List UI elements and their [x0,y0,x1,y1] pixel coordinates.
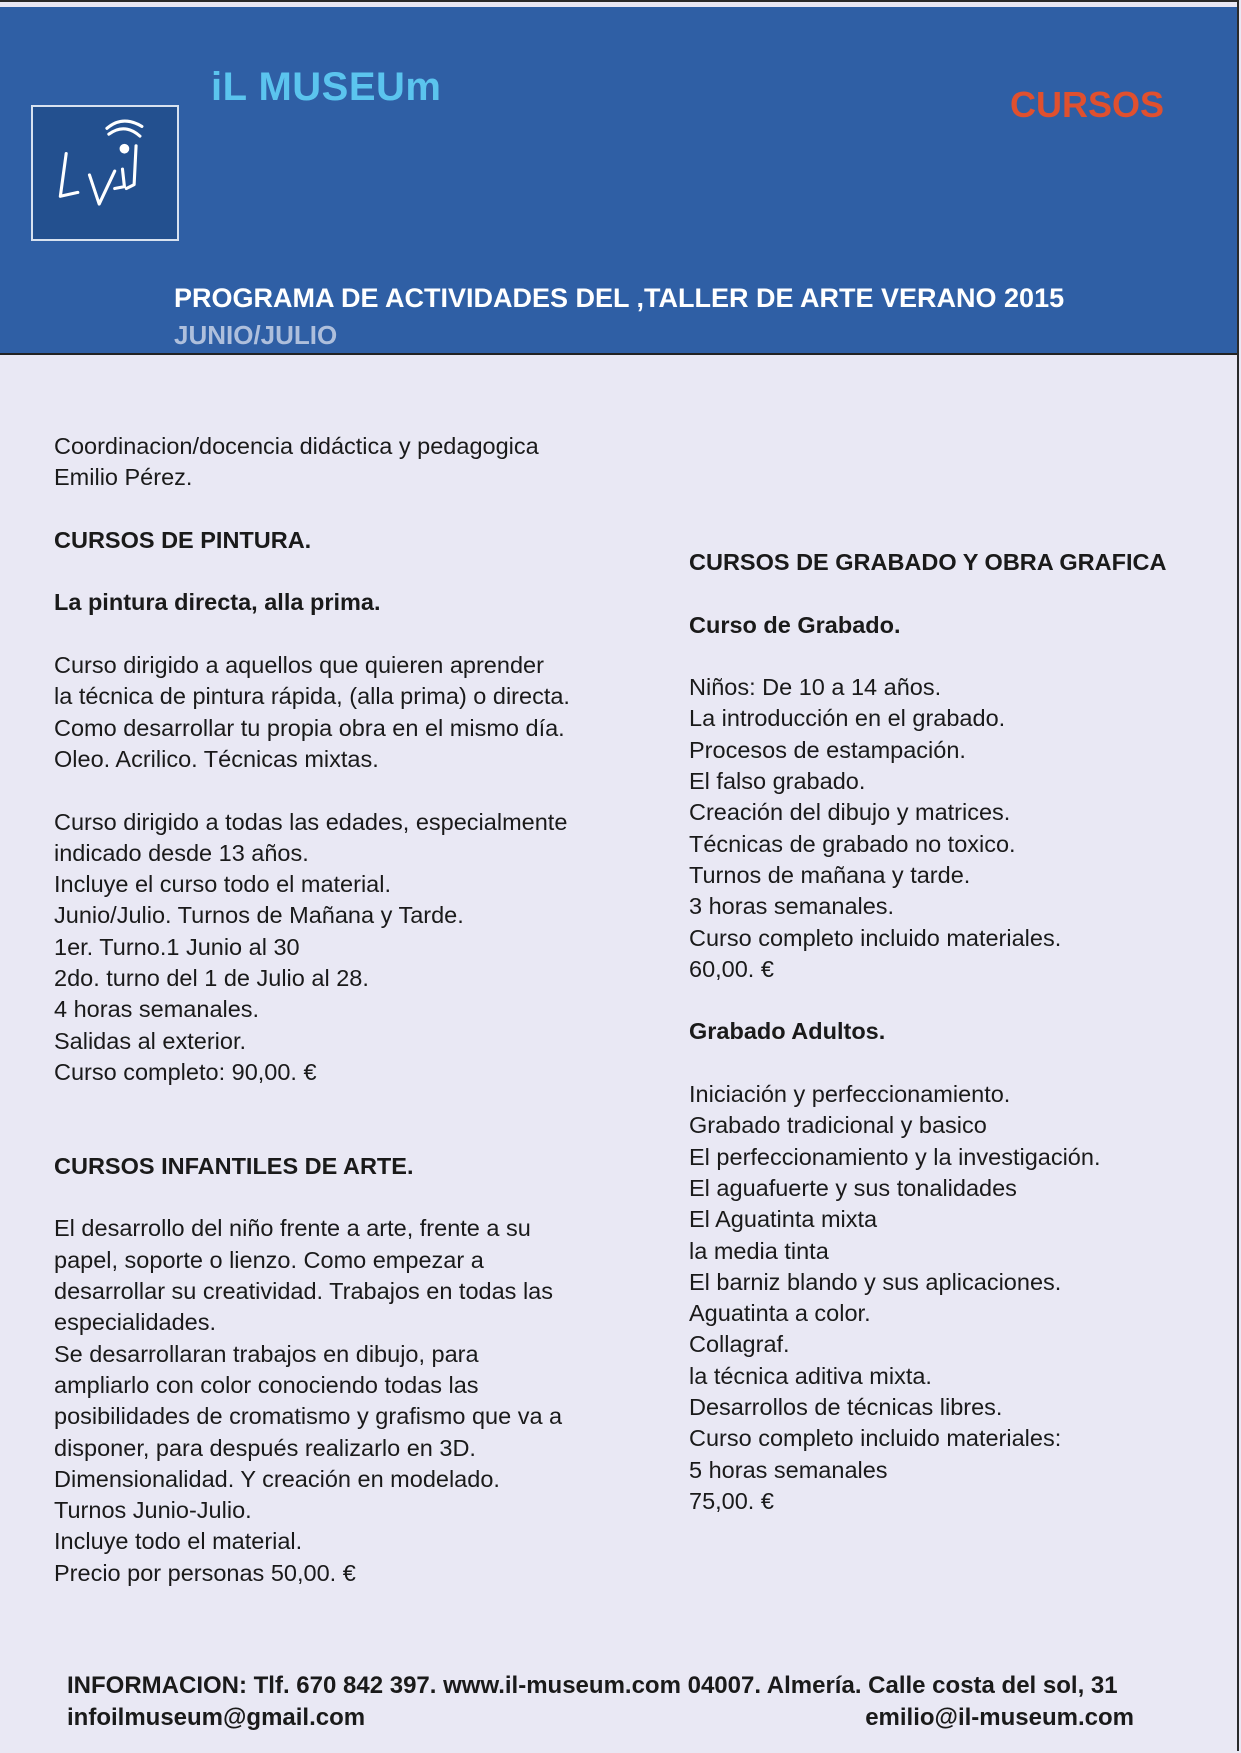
page-header [0,7,1239,355]
program-subtitle: JUNIO/JULIO [174,320,338,350]
engraving-course-line: Niños: De 10 a 14 años. [689,674,942,701]
kids-text-line: posibilidades de cromatismo y grafismo que va a [54,1403,563,1430]
painting-text-line: Curso dirigido a aquellos que quieren aprender [54,652,544,679]
engraving-course-line: Curso completo incluido materiales. [689,924,1062,951]
engraving-course-line: Creación del dibujo y matrices. [689,799,1011,826]
engraving-course-line: Técnicas de grabado no toxico. [689,830,1016,857]
engraving-course-line: 3 horas semanales. [689,893,895,920]
painting-text-line: la técnica de pintura rápida, (alla prima) o directa. [54,683,570,710]
engraving-course-line: El falso grabado. [689,768,866,795]
painting-heading: CURSOS DE PINTURA. [54,526,312,553]
kids-text-line: desarrollar su creatividad. Trabajos en todas las [54,1278,553,1305]
engraving-course-line: Procesos de estampación. [689,736,966,763]
kids-text-line: El desarrollo del niño frente a arte, frente a su [54,1215,531,1242]
contact-email-link[interactable]: emilio@il-museum.com [865,1704,1134,1731]
kids-text-line: Dimensionalidad. Y creación en modelado. [54,1465,500,1492]
painting-detail-line: 2do. turno del 1 de Julio al 28. [54,965,369,992]
kids-text-line: Turnos Junio-Julio. [54,1497,252,1524]
painting-text-line: Como desarrollar tu propia obra en el mismo día. [54,714,565,741]
kids-price: Precio por personas 50,00. € [54,1559,356,1586]
museum-logo-icon [31,105,179,241]
adult-engraving-line: Iniciación y perfeccionamiento. [689,1081,1011,1108]
adult-engraving-line: 5 horas semanales [689,1456,888,1483]
engraving-course-line: Turnos de mañana y tarde. [689,861,971,888]
adult-engraving-line: la técnica aditiva mixta. [689,1362,932,1389]
right-column [689,547,1209,1517]
adult-engraving-line: El barniz blando y sus aplicaciones. [689,1268,1062,1295]
coordination-line: Coordinacion/docencia didáctica y pedagogica [54,433,539,459]
coordinator-name: Emilio Pérez. [54,464,193,491]
adult-engraving-heading: Grabado Adultos. [689,1018,886,1045]
kids-text-line: especialidades. [54,1309,216,1336]
engraving-course-line: La introducción en el grabado. [689,705,1006,732]
painting-price: Curso completo: 90,00. € [54,1058,317,1085]
painting-detail-line: indicado desde 13 años. [54,839,309,866]
adult-engraving-line: Desarrollos de técnicas libres. [689,1394,1003,1421]
adult-engraving-line: El Aguatinta mixta [689,1206,878,1233]
kids-text-line: disponer, para después realizarlo en 3D. [54,1434,476,1461]
painting-subheading: La pintura directa, alla prima. [54,589,381,616]
painting-text-line: Oleo. Acrilico. Técnicas mixtas. [54,745,379,772]
adult-engraving-line: Collagraf. [689,1331,790,1358]
painting-detail-line: 4 horas semanales. [54,996,260,1023]
adult-engraving-line: El perfeccionamiento y la investigación. [689,1143,1101,1170]
left-column [54,431,614,1589]
painting-detail-line: Junio/Julio. Turnos de Mañana y Tarde. [54,902,464,929]
adult-engraving-price: 75,00. € [689,1487,774,1514]
adult-engraving-line: Curso completo incluido materiales: [689,1425,1062,1452]
adult-engraving-line: Aguatinta a color. [689,1300,871,1327]
contact-footer [67,1670,1134,1734]
section-tag: CURSOS [1009,84,1164,125]
kids-text-line: papel, soporte o lienzo. Como empezar a [54,1246,484,1273]
painting-detail-line: Incluye el curso todo el material. [54,871,391,898]
engraving-course-price: 60,00. € [689,955,774,982]
painting-detail-line: Salidas al exterior. [54,1027,247,1054]
adult-engraving-line: la media tinta [689,1237,829,1264]
program-title: PROGRAMA DE ACTIVIDADES DEL ,TALLER DE ARTE VERANO 2015 [174,283,1065,313]
kids-text-line: Incluye todo el material. [54,1528,303,1555]
kids-heading: CURSOS INFANTILES DE ARTE. [54,1152,414,1179]
kids-text-line: Se desarrollaran trabajos en dibujo, para [54,1340,479,1367]
painting-detail-line: 1er. Turno.1 Junio al 30 [54,933,300,960]
engraving-course-heading: Curso de Grabado. [689,611,901,638]
adult-engraving-line: El aguafuerte y sus tonalidades [689,1174,1017,1201]
info-email-link[interactable]: infoilmuseum@gmail.com [67,1704,366,1731]
adult-engraving-line: Grabado tradicional y basico [689,1112,987,1139]
brand-name: iL MUSEUm [211,65,442,109]
engraving-heading: CURSOS DE GRABADO Y OBRA GRAFICA [689,549,1167,575]
contact-info-line: INFORMACION: Tlf. 670 842 397. www.il-museum.com 04007. Almería. Calle costa del sol, 31 [67,1672,1118,1699]
kids-text-line: ampliarlo con color conociendo todas las [54,1371,479,1398]
painting-detail-line: Curso dirigido a todas las edades, especialmente [54,808,568,835]
